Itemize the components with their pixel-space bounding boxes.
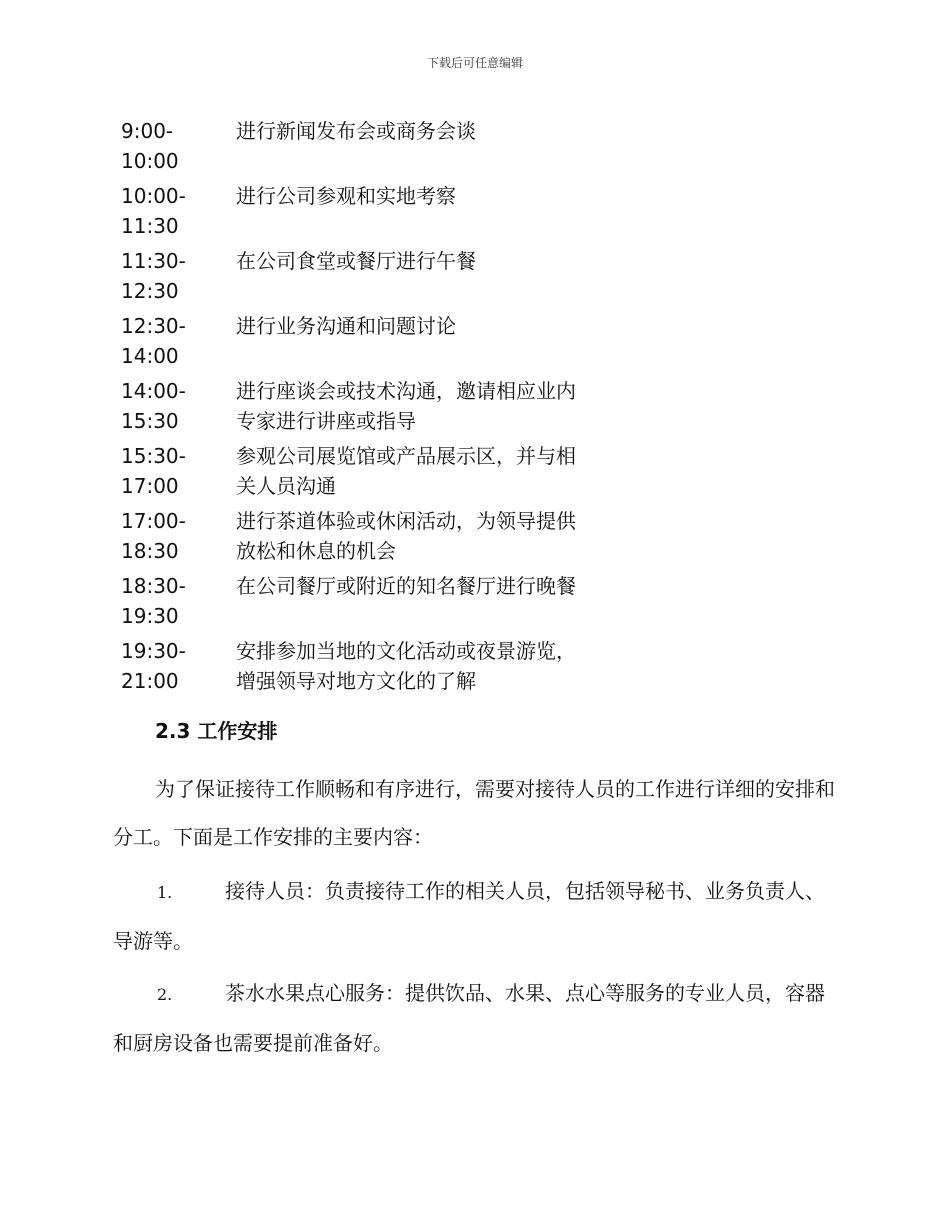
intro-paragraph: 为了保证接待工作顺畅和有序进行，需要对接待人员的工作进行详细的安排和分工。下面是工作安排的主要内容： [113,777,835,849]
time-cell [121,181,236,241]
section-heading: 2.3 工作安排 [155,719,278,743]
schedule-row [121,116,601,176]
time-cell [121,636,236,696]
time-start: 17:00- [121,509,186,533]
schedule-table [121,116,601,701]
activity-cell: 进行新闻发布会或商务会谈 [236,119,476,143]
schedule-row [121,181,601,241]
time-start: 15:30- [121,444,186,468]
time-start: 18:30- [121,574,186,598]
time-start: 9:00- [121,119,174,143]
time-cell [121,571,236,631]
schedule-row [121,571,601,631]
activity-cell: 安排参加当地的文化活动或夜景游览，增强领导对地方文化的了解 [236,639,576,693]
schedule-row [121,311,601,371]
list-item [113,867,835,965]
activity-cell: 在公司餐厅或附近的知名餐厅进行晚餐 [236,574,576,598]
time-end: 11:30 [121,214,179,238]
time-end: 17:00 [121,474,179,498]
time-start: 14:00- [121,379,186,403]
activity-cell: 进行公司参观和实地考察 [236,184,456,208]
list-item [113,969,835,1067]
list-item-text: 茶水水果点心服务：提供饮品、水果、点心等服务的专业人员，容器和厨房设备也需要提前准备好。 [113,981,825,1055]
activity-cell: 进行业务沟通和问题讨论 [236,314,456,338]
list-item-number: 1. [157,883,173,902]
activity-cell: 进行座谈会或技术沟通，邀请相应业内专家进行讲座或指导 [236,379,576,433]
time-start: 19:30- [121,639,186,663]
activity-cell: 在公司食堂或餐厅进行午餐 [236,249,476,273]
time-start: 11:30- [121,249,186,273]
schedule-row [121,441,601,501]
time-cell [121,506,236,566]
time-end: 19:30 [121,604,179,628]
time-cell [121,246,236,306]
time-end: 14:00 [121,344,179,368]
page-header-note: 下载后可任意编辑 [426,56,523,70]
time-end: 15:30 [121,409,179,433]
activity-cell: 进行茶道体验或休闲活动，为领导提供放松和休息的机会 [236,509,576,563]
schedule-row [121,506,601,566]
time-end: 18:30 [121,539,179,563]
time-cell [121,311,236,371]
list-item-text: 接待人员：负责接待工作的相关人员，包括领导秘书、业务负责人、导游等。 [113,879,825,953]
time-start: 10:00- [121,184,186,208]
schedule-row [121,246,601,306]
time-end: 21:00 [121,669,179,693]
schedule-row [121,636,601,696]
time-end: 12:30 [121,279,179,303]
time-start: 12:30- [121,314,186,338]
activity-cell: 参观公司展览馆或产品展示区，并与相关人员沟通 [236,444,576,498]
time-end: 10:00 [121,149,179,173]
time-cell [121,116,236,176]
schedule-row [121,376,601,436]
time-cell [121,441,236,501]
time-cell [121,376,236,436]
list-item-number: 2. [157,985,173,1004]
